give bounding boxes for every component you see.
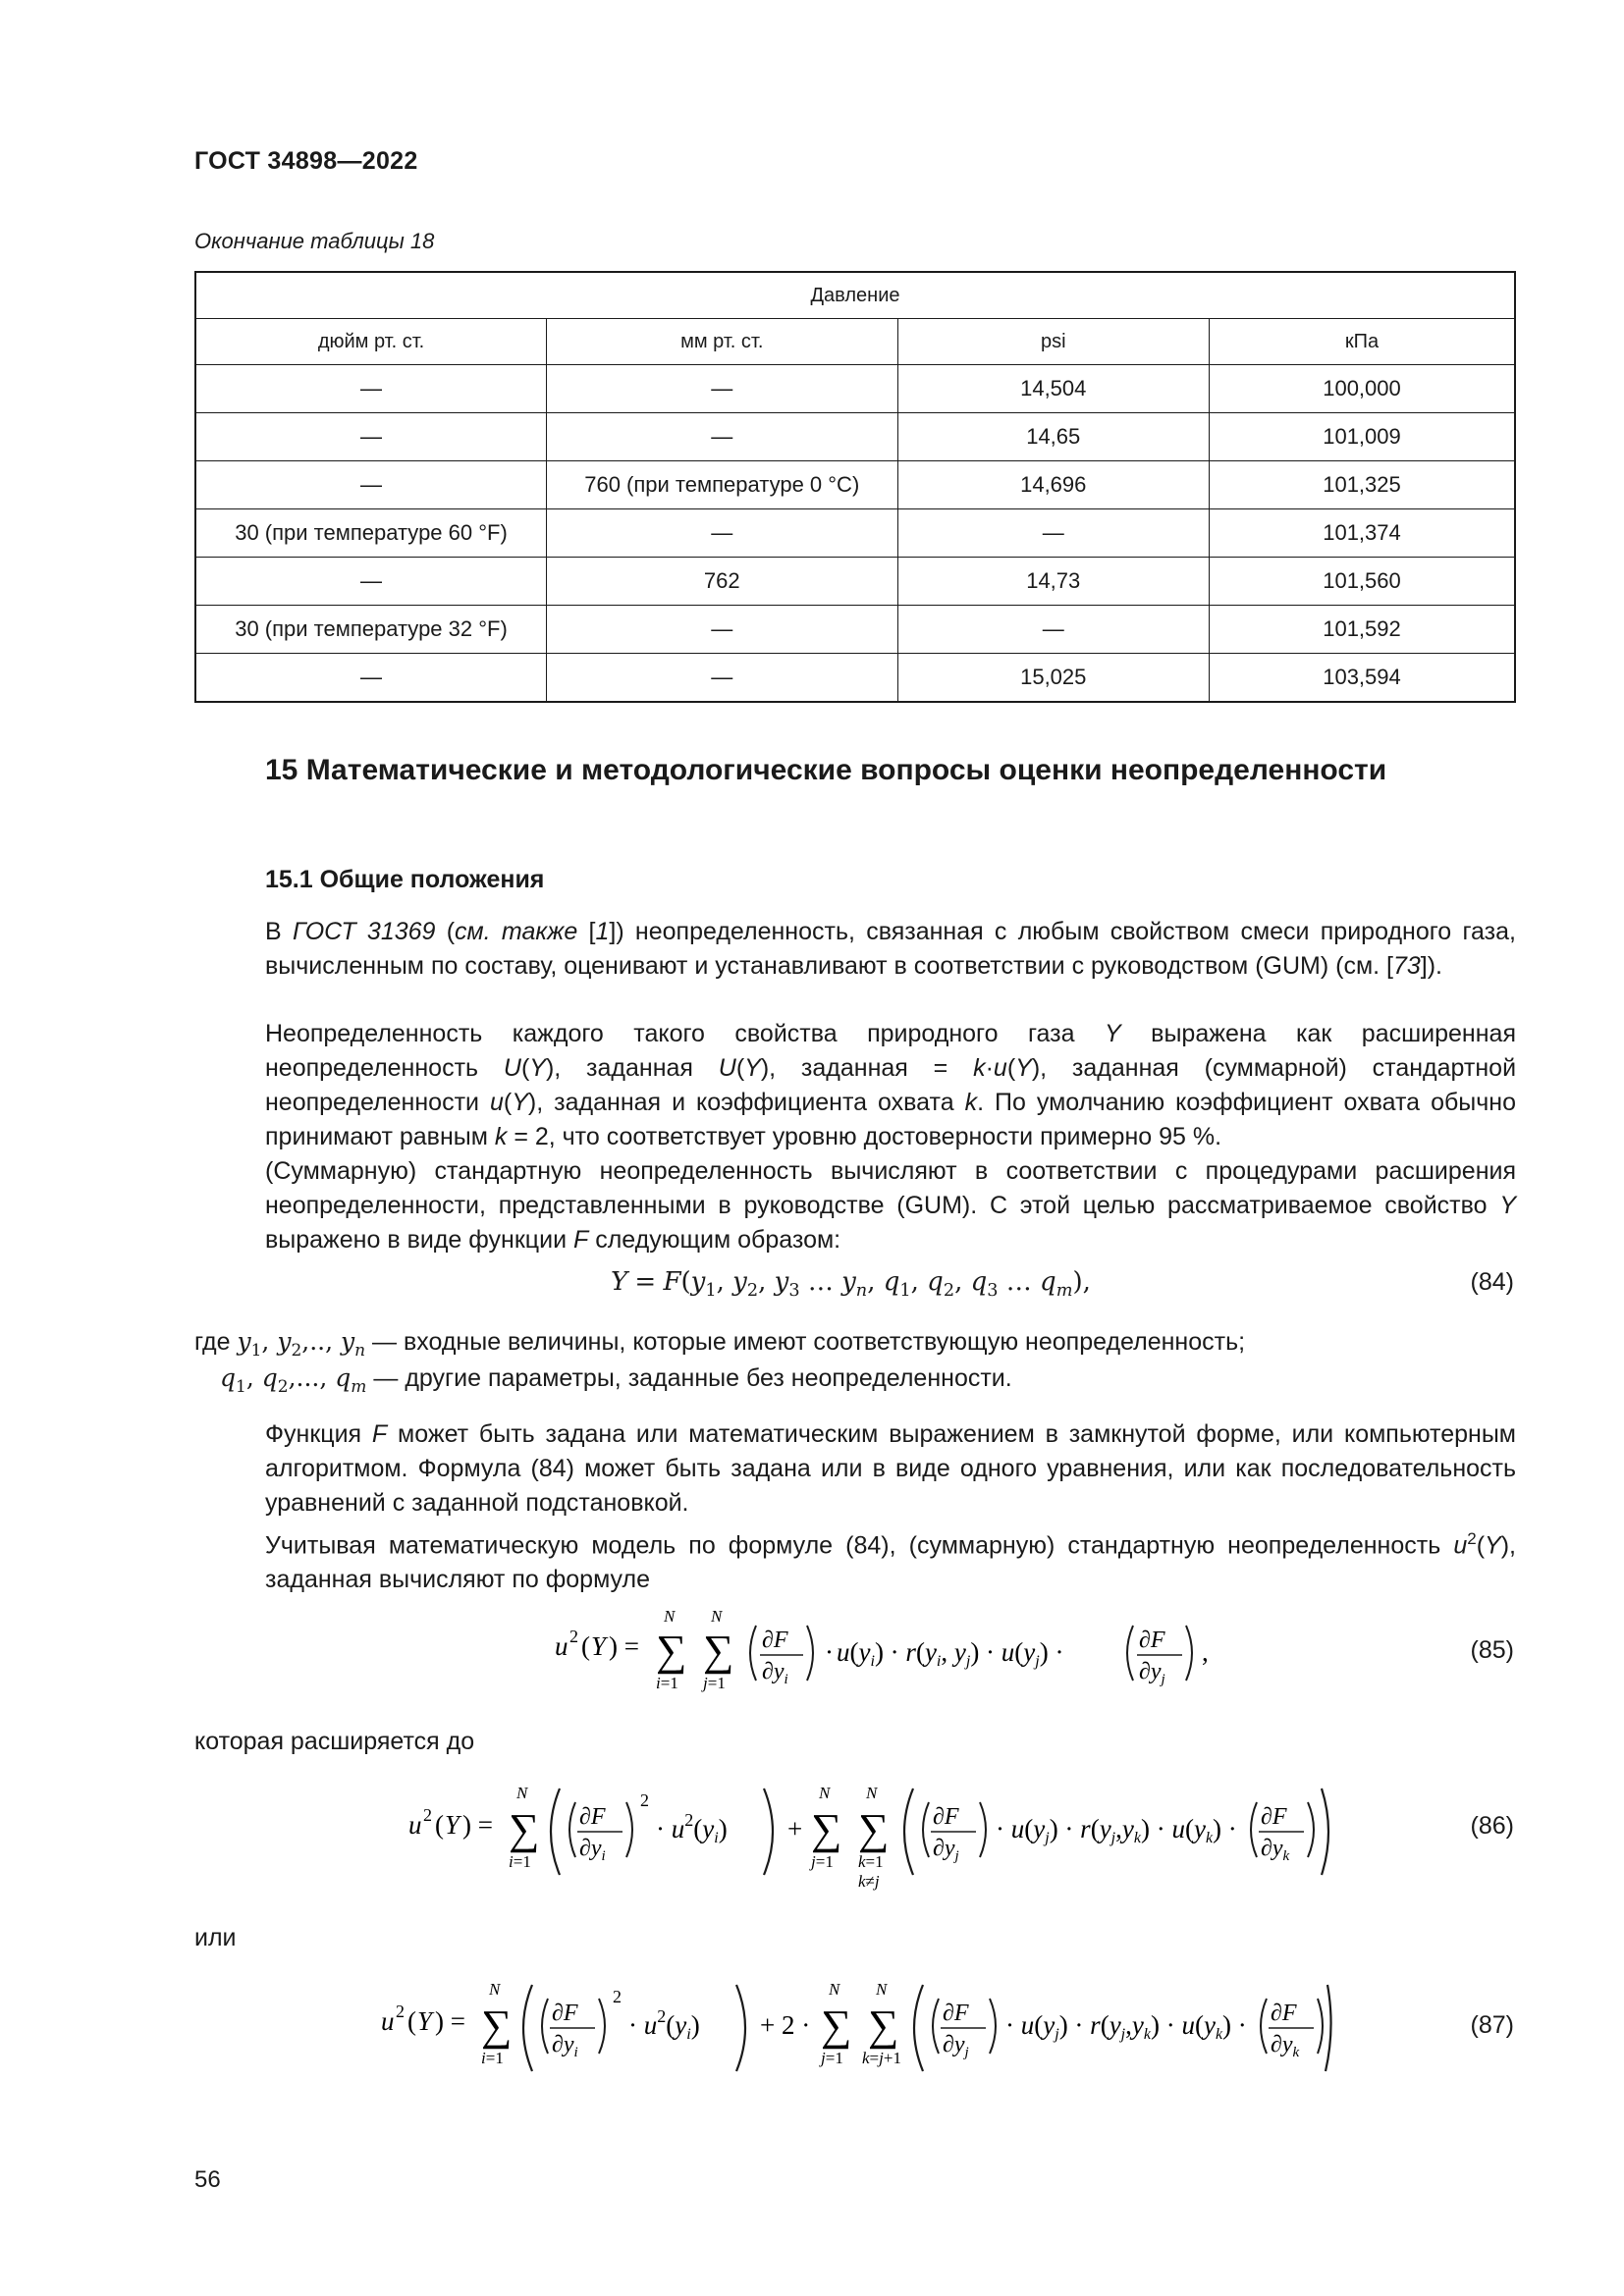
svg-text:∂F: ∂F [579, 1804, 606, 1830]
column-header: кПа [1209, 319, 1515, 365]
table-cell: — [195, 461, 547, 509]
table-cell: — [547, 606, 898, 654]
svg-text:2: 2 [396, 2002, 405, 2021]
table-row [195, 606, 1515, 654]
text-after-85: которая расширяется до [194, 1728, 475, 1755]
svg-text:(: ( [407, 2006, 416, 2036]
svg-text:N: N [819, 1784, 831, 1802]
column-header: мм рт. ст. [547, 319, 898, 365]
svg-text:∑: ∑ [868, 2002, 899, 2050]
table-row [195, 365, 1515, 413]
svg-text:) =: ) = [609, 1631, 639, 1661]
table-cell: 101,325 [1209, 461, 1515, 509]
table-cell: — [897, 509, 1209, 558]
svg-text:k=j+1: k=j+1 [862, 2049, 901, 2067]
svg-text:i=1: i=1 [509, 1852, 531, 1871]
svg-text:∂yi: $\partial y_i$ [552, 2032, 578, 2060]
section-title: 15 Математические и методологические вопросы оценки неопределенности [265, 754, 1387, 786]
table-cell: — [547, 365, 898, 413]
table-cell: 14,504 [897, 365, 1209, 413]
svg-text:) =: ) = [462, 1810, 493, 1840]
svg-text:k=1: k=1 [858, 1852, 884, 1871]
subsection-title: 15.1 Общие положения [265, 866, 545, 893]
svg-text:N: N [516, 1784, 528, 1802]
svg-text:u: u [381, 2006, 395, 2036]
table-cell: 103,594 [1209, 654, 1515, 703]
table-cell: — [547, 509, 898, 558]
table-cell: — [195, 365, 547, 413]
document-header: ГОСТ 34898—2022 [194, 147, 418, 175]
svg-text:) =: ) = [435, 2006, 465, 2036]
svg-text:∂F: ∂F [943, 2001, 969, 2026]
svg-text:2: 2 [613, 1987, 622, 2006]
equation-number: (87) [1470, 2011, 1514, 2039]
equation-number: (84) [1470, 1268, 1514, 1296]
table-cell: 101,374 [1209, 509, 1515, 558]
svg-text:∑: ∑ [811, 1805, 842, 1853]
svg-text:∑: ∑ [703, 1627, 734, 1675]
svg-text:,: , [1202, 1637, 1209, 1667]
svg-text:∂F: ∂F [933, 1804, 959, 1830]
svg-text:2: 2 [423, 1805, 432, 1825]
svg-text:· u2(yi): · $u^2(yi)$ [656, 1810, 728, 1846]
table-row [195, 413, 1515, 461]
svg-text:+ 2 ·: + 2 · [760, 2010, 811, 2040]
svg-text:i=1: i=1 [481, 2049, 504, 2067]
table-cell: 101,009 [1209, 413, 1515, 461]
table-cell: — [195, 413, 547, 461]
svg-text:Y: Y [591, 1631, 607, 1661]
svg-text:∂F: ∂F [1261, 1804, 1287, 1830]
table-cell: 14,73 [897, 558, 1209, 606]
svg-text:∂yj: $\partial y_j$ [1139, 1659, 1165, 1687]
svg-text:j=1: j=1 [811, 1852, 834, 1871]
table-cell: — [195, 654, 547, 703]
svg-text:u: u [555, 1631, 568, 1661]
svg-text:∂yk: $\partial y_k$ [1271, 2032, 1300, 2060]
svg-text:∂F: ∂F [552, 2001, 578, 2026]
table-cell: 30 (при температуре 60 °F) [195, 509, 547, 558]
paragraph-1: В ГОСТ 31369 (см. также [1]) неопределенность, связанная с любым свойством смеси природного газа, вычисленным по составу, оценивают и устанавливают в соответствии с руководством (GUM) (см. [73]). [265, 918, 1516, 980]
where-line-1: где $y_1$, $y_2$,.., $y_n$ — входные величины, которые имеют соответствующую неопределенность; [194, 1327, 1246, 1361]
svg-text:N: N [489, 1980, 501, 1999]
table-group-header: Давление [195, 272, 1515, 319]
text-or: или [194, 1924, 237, 1951]
table-cell: — [547, 413, 898, 461]
svg-text:u: u [408, 1810, 422, 1840]
table-cell: 14,65 [897, 413, 1209, 461]
svg-text:Y: Y [417, 2006, 433, 2036]
table-cell: 101,560 [1209, 558, 1515, 606]
svg-text:·: · [825, 1637, 834, 1667]
table-cell: — [547, 654, 898, 703]
svg-text:· u(yj) · r(yj,yk) · u(yk) ·: · u(yj) · r(yj,yk) · u(yk) · [996, 1814, 1237, 1846]
svg-text:i=1: i=1 [656, 1674, 678, 1692]
svg-text:N: N [829, 1980, 840, 1999]
svg-text:∂yj: $\partial y_j$ [943, 2032, 969, 2060]
svg-text:· u2(yi): · $u^2(yi)$ [628, 2006, 700, 2043]
svg-text:∑: ∑ [858, 1805, 890, 1853]
paragraph-3: (Суммарную) стандартную неопределенность вычисляют в соответствии с процедурами расширения неопределенности, представленными в руководстве (GUM). С этой целью рассматриваемое свойство Y выражено в виде функции F следующим образом: [265, 1157, 1516, 1254]
equation-87 [373, 1967, 1335, 2085]
paragraph-2: Неопределенность каждого такого свойства природного газа Y выражена как расширенная неопределенность U(Y), заданная U(Y), заданная = k·u(Y), заданная (суммарной) стандартной неопределенности u(Y), заданная и коэффициента охвата k. По умолчанию коэффициент охвата обычно принимают равным k = 2, что соответствует уровню достоверности примерно 95 %. [265, 1020, 1517, 1150]
svg-text:j=1: j=1 [703, 1674, 726, 1692]
equation-number: (85) [1470, 1636, 1514, 1664]
svg-text:k≠j: k≠j [858, 1872, 880, 1891]
svg-text:∂yi: $\partial y_i$ [762, 1659, 788, 1687]
where-line-2: $q_1$, $q_2$,..., $q_m$ — другие параметры, заданные без неопределенности. [220, 1363, 1012, 1397]
table-row [195, 461, 1515, 509]
svg-text:Y: Y [445, 1810, 460, 1840]
table-cell: — [195, 558, 547, 606]
svg-text:u(yi) · r(yi, yj) · u(yj) ·: u(yi) · r(yi, yj) · u(yj) · [837, 1637, 1064, 1670]
svg-text:N: N [711, 1607, 723, 1626]
table-row [195, 509, 1515, 558]
table-cell: 760 (при температуре 0 °С) [547, 461, 898, 509]
svg-text:N: N [664, 1607, 676, 1626]
svg-text:(: ( [435, 1810, 444, 1840]
svg-text:+: + [787, 1814, 803, 1843]
table-cell: 100,000 [1209, 365, 1515, 413]
column-header: psi [897, 319, 1209, 365]
paragraph-5: Учитывая математическую модель по формуле (84), (суммарную) стандартную неопределенность $u^2(Y)$, заданная вычисляют по формуле [265, 1529, 1516, 1594]
table-cell: 101,592 [1209, 606, 1515, 654]
svg-text:· u(yj) · r(yj,yk) · u(yk) ·: · u(yj) · r(yj,yk) · u(yk) · [1005, 2010, 1247, 2043]
svg-text:∑: ∑ [821, 2002, 852, 2050]
page-number: 56 [194, 2166, 221, 2193]
equation-number: (86) [1470, 1812, 1514, 1840]
equation-86 [393, 1767, 1335, 1895]
svg-text:∑: ∑ [481, 2002, 513, 2050]
equation-84: $Y = F(y_1$, $y_2$, $y_3$ … $y_n$, $q_1$, $q_2$, $q_3$ … $q_m$), [611, 1267, 1091, 1302]
svg-text:∂yk: $\partial y_k$ [1261, 1836, 1290, 1864]
svg-text:∂F: ∂F [762, 1628, 788, 1653]
equation-85 [530, 1598, 1276, 1706]
table-row [195, 654, 1515, 703]
table-cell: 762 [547, 558, 898, 606]
svg-text:∂F: ∂F [1139, 1628, 1165, 1653]
svg-text:∂yi: $\partial y_i$ [579, 1836, 606, 1864]
svg-text:2: 2 [640, 1790, 649, 1810]
table-caption: Окончание таблицы 18 [194, 229, 435, 253]
svg-text:∂yj: $\partial y_j$ [933, 1836, 959, 1864]
table-cell: 30 (при температуре 32 °F) [195, 606, 547, 654]
svg-text:∑: ∑ [656, 1627, 687, 1675]
table-cell: 14,696 [897, 461, 1209, 509]
column-header: дюйм рт. ст. [195, 319, 547, 365]
table-cell: — [897, 606, 1209, 654]
table-cell: 15,025 [897, 654, 1209, 703]
svg-text:N: N [876, 1980, 888, 1999]
pressure-table [194, 271, 1516, 703]
svg-text:2: 2 [569, 1627, 578, 1646]
svg-text:∂F: ∂F [1271, 2001, 1297, 2026]
paragraph-4: Функция F может быть задана или математическим выражением в замкнутой форме, или компьютерным алгоритмом. Формула (84) может быть задана или в виде одного уравнения, или как последовательность уравнений с заданной подстановкой. [265, 1420, 1516, 1517]
svg-text:j=1: j=1 [821, 2049, 843, 2067]
table-row [195, 558, 1515, 606]
svg-text:∑: ∑ [509, 1805, 540, 1853]
svg-text:N: N [866, 1784, 878, 1802]
svg-text:(: ( [581, 1631, 590, 1661]
